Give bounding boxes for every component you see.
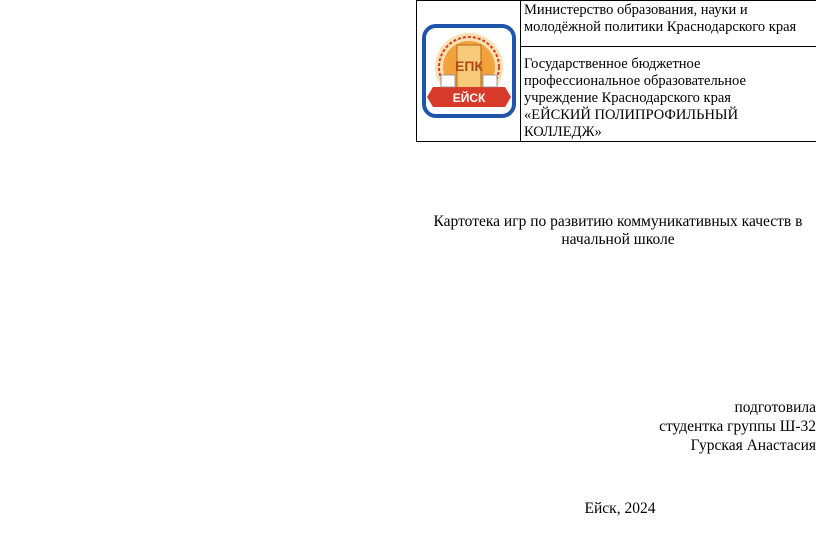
author-name: Гурская Анастасия [690,437,816,454]
city-year: Ейск, 2024 [584,500,656,517]
institution-line: «ЕЙСКИЙ ПОЛИПРОФИЛЬНЫЙ [524,107,739,123]
institution-line: Государственное бюджетное [524,56,701,72]
institution-cell [521,47,816,142]
author-block [556,398,816,455]
ministry-name: Министерство образования, науки и молодёжной политики Краснодарского края [524,2,797,35]
author-role: подготовила [734,399,816,416]
institution-line: учреждение Краснодарского края [524,90,731,106]
author-group: студентка группы Ш-32 [659,418,816,435]
logo-city-label: ЕЙСК [452,91,485,105]
institution-line: КОЛЛЕДЖ» [524,124,602,140]
logo-emblem-letters: ЕПК [454,58,483,74]
institution-line: профессиональное образовательное [524,73,746,89]
ministry-cell [521,1,816,47]
document-title [420,213,816,249]
title-line: начальной школе [561,231,675,248]
header-table [416,0,816,142]
title-line: Картотека игр по развитию коммуникативных качеств в [433,213,803,230]
college-logo [421,23,517,119]
logo-cell [417,1,521,142]
